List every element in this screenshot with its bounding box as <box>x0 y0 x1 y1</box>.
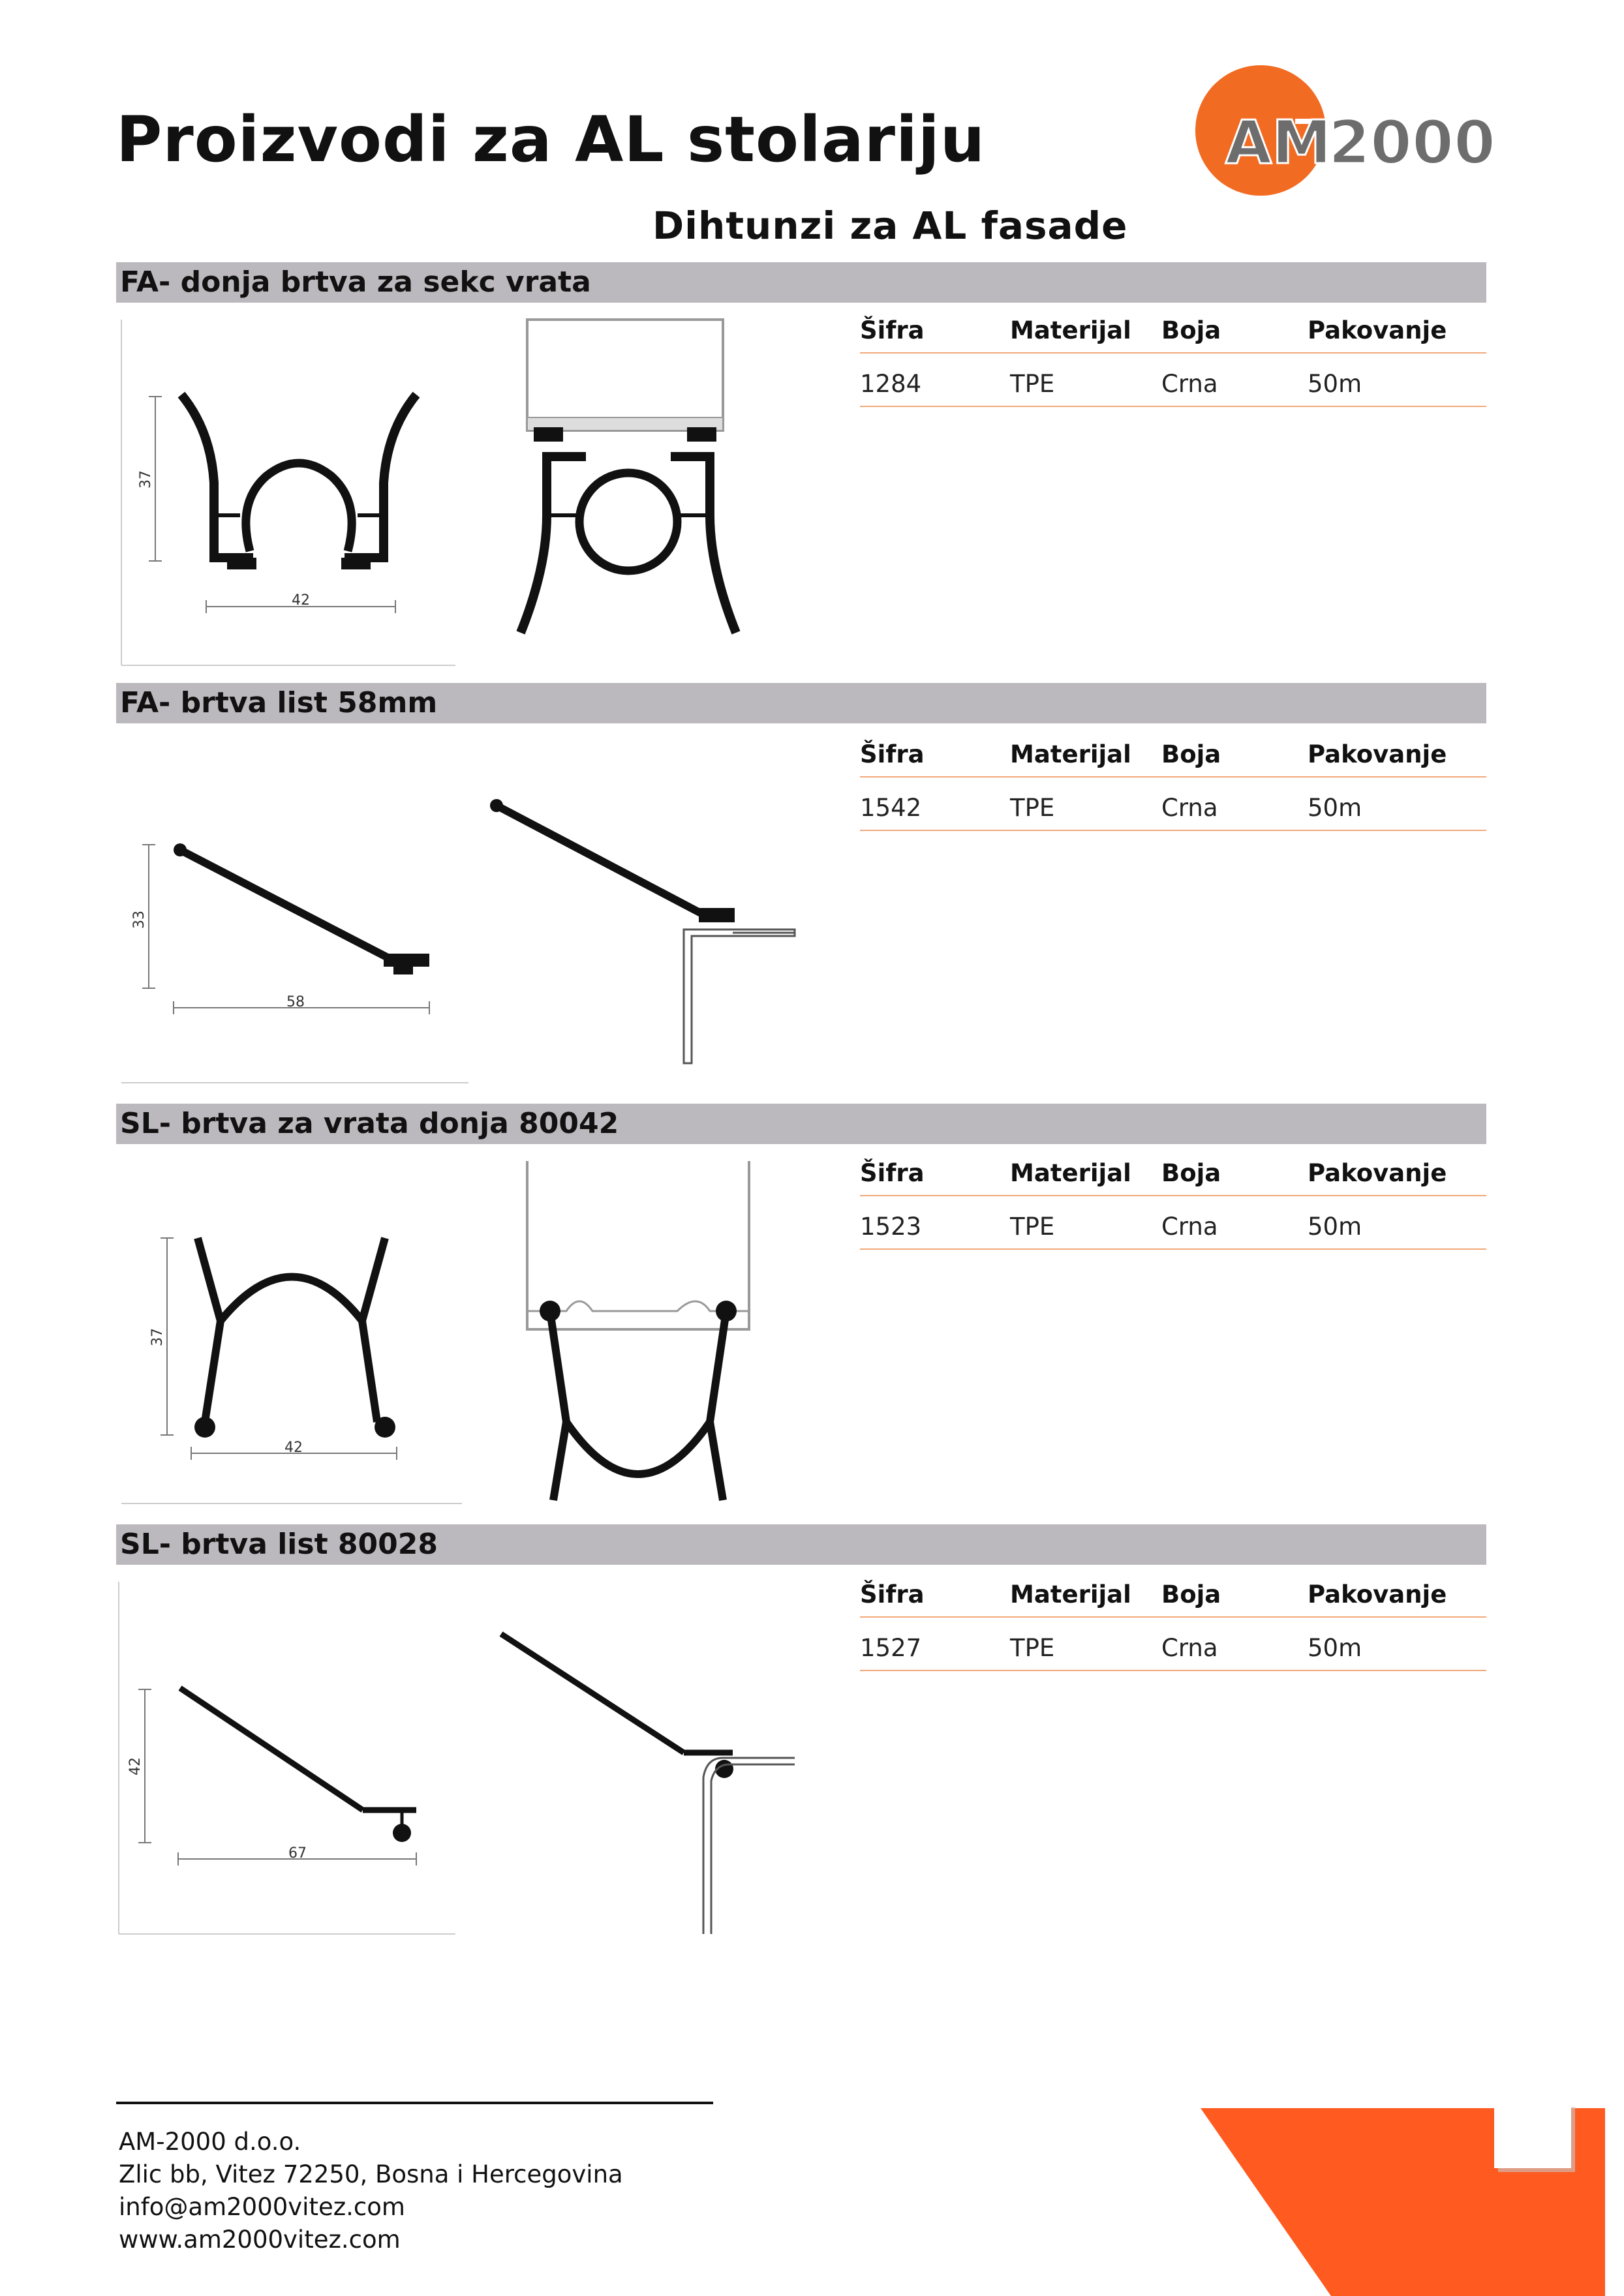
value-materijal: TPE <box>1010 370 1055 398</box>
value-sifra: 1523 <box>860 1213 922 1241</box>
value-boja: Crna <box>1161 1634 1218 1662</box>
header-materijal: Materijal <box>1010 1580 1131 1609</box>
page-subtitle: Dihtunzi za AL fasade <box>652 204 1128 248</box>
table-header-row <box>860 724 1486 778</box>
profile-drawing-2 <box>116 744 834 1096</box>
footer-email[interactable]: info@am2000vitez.com <box>119 2193 405 2221</box>
header-sifra: Šifra <box>860 316 925 344</box>
value-sifra: 1527 <box>860 1634 922 1662</box>
value-boja: Crna <box>1161 370 1218 398</box>
dim-width-label: 58 <box>286 994 305 1010</box>
value-pakovanje: 50m <box>1308 794 1362 822</box>
am2000-logo <box>1174 65 1540 196</box>
dim-width-label: 67 <box>288 1845 307 1862</box>
header-pakovanje: Pakovanje <box>1308 1580 1447 1609</box>
dim-height-label: 37 <box>138 470 154 489</box>
header-boja: Boja <box>1161 316 1221 344</box>
footer-divider <box>116 2102 713 2104</box>
spec-table-1 <box>860 300 1486 407</box>
logo-text-2000: 2000 <box>1328 108 1496 177</box>
header-boja: Boja <box>1161 740 1221 768</box>
header-boja: Boja <box>1161 1159 1221 1187</box>
table-row <box>860 1196 1486 1250</box>
spec-table-2 <box>860 724 1486 831</box>
value-boja: Crna <box>1161 794 1218 822</box>
header-materijal: Materijal <box>1010 1159 1131 1187</box>
section-bar-4: SL- brtva list 80028 <box>116 1524 1486 1565</box>
header-sifra: Šifra <box>860 1159 925 1187</box>
value-boja: Crna <box>1161 1213 1218 1241</box>
value-sifra: 1284 <box>860 370 922 398</box>
table-header-row <box>860 1143 1486 1196</box>
profile-drawing-3 <box>116 1161 834 1513</box>
footer-website[interactable]: www.am2000vitez.com <box>119 2226 401 2254</box>
table-header-row <box>860 300 1486 354</box>
table-header-row <box>860 1564 1486 1618</box>
profile-drawing-1 <box>116 320 834 672</box>
value-pakovanje: 50m <box>1308 1634 1362 1662</box>
value-materijal: TPE <box>1010 1213 1055 1241</box>
section-bar-2: FA- brtva list 58mm <box>116 683 1486 723</box>
value-pakovanje: 50m <box>1308 370 1362 398</box>
section-bar-3: SL- brtva za vrata donja 80042 <box>116 1104 1486 1144</box>
header-sifra: Šifra <box>860 740 925 768</box>
table-row <box>860 1618 1486 1671</box>
section-bar-1: FA- donja brtva za sekc vrata <box>116 262 1486 303</box>
value-pakovanje: 50m <box>1308 1213 1362 1241</box>
header-pakovanje: Pakovanje <box>1308 1159 1447 1187</box>
orange-corner-decoration <box>1201 2107 1624 2296</box>
header-materijal: Materijal <box>1010 316 1131 344</box>
header-materijal: Materijal <box>1010 740 1131 768</box>
profile-drawing-4 <box>116 1582 834 1947</box>
dim-height-label: 37 <box>149 1328 166 1346</box>
header-pakovanje: Pakovanje <box>1308 316 1447 344</box>
header-boja: Boja <box>1161 1580 1221 1609</box>
header-pakovanje: Pakovanje <box>1308 740 1447 768</box>
footer-address: Zlic bb, Vitez 72250, Bosna i Hercegovina <box>119 2160 623 2188</box>
dim-height-label: 33 <box>131 911 147 929</box>
value-sifra: 1542 <box>860 794 922 822</box>
footer-company: AM-2000 d.o.o. <box>119 2128 301 2156</box>
value-materijal: TPE <box>1010 794 1055 822</box>
spec-table-4 <box>860 1564 1486 1671</box>
value-materijal: TPE <box>1010 1634 1055 1662</box>
dim-width-label: 42 <box>292 592 310 609</box>
spec-table-3 <box>860 1143 1486 1250</box>
table-row <box>860 354 1486 407</box>
dim-height-label: 42 <box>127 1757 144 1775</box>
dim-width-label: 42 <box>284 1440 303 1456</box>
page-title: Proizvodi za AL stolariju <box>116 103 986 176</box>
logo-text-am: AM <box>1225 108 1332 177</box>
header-sifra: Šifra <box>860 1580 925 1609</box>
table-row <box>860 778 1486 831</box>
